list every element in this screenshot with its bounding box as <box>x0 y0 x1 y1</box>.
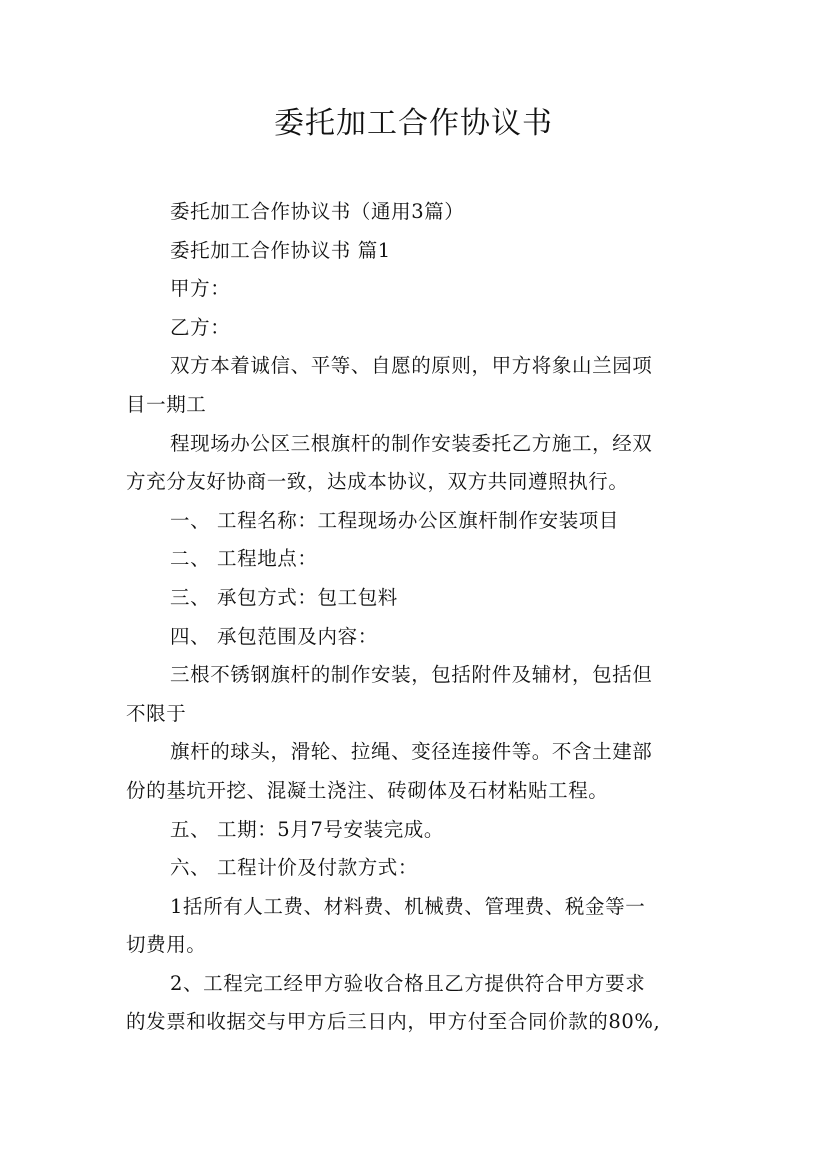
paragraph-party-a <box>126 270 711 309</box>
paragraph-party-b <box>126 309 711 348</box>
document-body <box>126 193 711 1042</box>
line: 不限于 <box>126 701 187 725</box>
line: 份的基坑开挖、混凝土浇注、砖砌体及石材粘贴工程。 <box>126 778 609 802</box>
paragraph-item-2 <box>126 540 711 579</box>
paragraph-principle <box>126 347 711 424</box>
line: 2、工程完工经甲方验收合格且乙方提供符合甲方要求 <box>170 971 646 995</box>
line: 甲方： <box>170 277 231 301</box>
paragraph-item-1 <box>126 502 711 541</box>
paragraph-subtitle <box>126 193 711 232</box>
paragraph-item-3 <box>126 579 711 618</box>
line: 一、 工程名称：工程现场办公区旗杆制作安装项目 <box>170 508 619 532</box>
line: 委托加工合作协议书（通用3篇） <box>170 200 465 223</box>
paragraph-entrust <box>126 425 711 502</box>
line: 委托加工合作协议书 篇1 <box>170 238 391 262</box>
line: 1括所有人工费、材料费、机械费、管理费、税金等一 <box>170 894 646 918</box>
line: 二、 工程地点： <box>170 547 318 571</box>
line: 双方本着诚信、平等、自愿的原则，甲方将象山兰园项 <box>170 354 653 378</box>
paragraph-item-6 <box>126 849 711 888</box>
paragraph-payment-2 <box>126 965 711 1042</box>
line: 旗杆的球头，滑轮、拉绳、变径连接件等。不含土建部 <box>170 740 653 764</box>
line: 目一期工 <box>126 392 207 416</box>
paragraph-section-heading <box>126 232 711 271</box>
line: 六、 工程计价及付款方式： <box>170 856 418 880</box>
line: 三根不锈钢旗杆的制作安装，包括附件及辅材，包括但 <box>170 663 653 687</box>
paragraph-item-4 <box>126 618 711 657</box>
line: 五、 工期：5月7号安装完成。 <box>170 817 445 841</box>
paragraph-scope-detail <box>126 733 711 810</box>
line: 程现场办公区三根旗杆的制作安装委托乙方施工，经双 <box>170 431 653 455</box>
line: 切费用。 <box>126 933 207 957</box>
document-title: 委托加工合作协议书 <box>274 106 553 141</box>
line: 方充分友好协商一致，达成本协议，双方共同遵照执行。 <box>126 470 629 494</box>
line: 乙方： <box>170 315 231 339</box>
line: 的发票和收据交与甲方后三日内，甲方付至合同价款的80%, <box>126 1010 661 1034</box>
paragraph-scope <box>126 656 711 733</box>
line: 三、 承包方式：包工包料 <box>170 585 398 609</box>
line: 四、 承包范围及内容： <box>170 624 378 648</box>
paragraph-item-5 <box>126 811 711 850</box>
paragraph-payment-1 <box>126 888 711 965</box>
